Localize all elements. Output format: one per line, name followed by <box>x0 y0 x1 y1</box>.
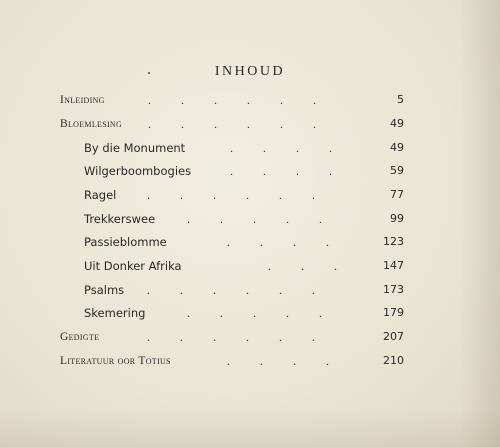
toc-entry <box>0 140 500 160</box>
toc-entry <box>0 234 500 254</box>
toc-entry-page: 59 <box>390 164 404 177</box>
leader-dots: . . . . <box>230 164 332 178</box>
leader-dots: . . . . . <box>187 306 322 320</box>
toc-entry-label: Ragel <box>84 188 117 202</box>
toc-entry-label: Psalms <box>84 283 125 297</box>
toc-entry-label: Inleiding <box>60 94 105 106</box>
leader-dots: . . . . <box>227 354 329 368</box>
toc-entry-page: 210 <box>383 354 404 367</box>
toc-entry-label: Literatuur oor Totius <box>60 355 171 367</box>
toc-entry <box>0 163 500 183</box>
toc-entry-label: Skemering <box>84 306 146 320</box>
toc-entry <box>0 116 500 136</box>
leader-dots: . . . . . . <box>148 93 316 107</box>
toc-entry-label: By die Monument <box>84 141 186 155</box>
toc-entry <box>0 282 500 302</box>
toc-entry-page: 5 <box>397 93 404 106</box>
toc-entry-label: Bloemlesing <box>60 118 123 130</box>
toc-entry-page: 77 <box>390 188 404 201</box>
toc-entry-page: 123 <box>383 235 404 248</box>
leader-dots: . . . . . <box>187 212 322 226</box>
toc-entry-page: 49 <box>390 141 404 154</box>
toc-entry-page: 179 <box>383 306 404 319</box>
leader-dots: . . . . . . <box>147 283 315 297</box>
toc-entry-label: Wilgerboombogies <box>84 164 192 178</box>
page-title: INHOUD <box>214 64 286 79</box>
toc-entry-page: 147 <box>383 259 404 272</box>
toc-entry-page: 99 <box>390 212 404 225</box>
toc-entry-page: 207 <box>383 330 404 343</box>
toc-entry-label: Trekkerswee <box>84 212 156 226</box>
toc-entry-label: Uit Donker Afrika <box>84 259 182 273</box>
leader-dots: . . . . . . <box>147 330 315 344</box>
leader-dots: . . . . <box>227 235 329 249</box>
leader-dots: . . . <box>268 259 337 273</box>
toc-entry <box>0 211 500 231</box>
toc-entry <box>0 305 500 325</box>
toc-entry <box>0 92 500 112</box>
toc-entry-label: Gedigte <box>60 331 100 343</box>
toc-entry <box>0 187 500 207</box>
leader-dots: . . . . . . <box>148 117 316 131</box>
leader-dots: . . . . . . <box>147 188 315 202</box>
leader-dots: . . . . <box>230 141 332 155</box>
toc-entry-page: 49 <box>390 117 404 130</box>
toc-entry-label: Passieblomme <box>84 235 167 249</box>
toc-entry <box>0 329 500 349</box>
toc-entry-page: 173 <box>383 283 404 296</box>
toc-entry <box>0 258 500 278</box>
toc-entry <box>0 353 500 373</box>
